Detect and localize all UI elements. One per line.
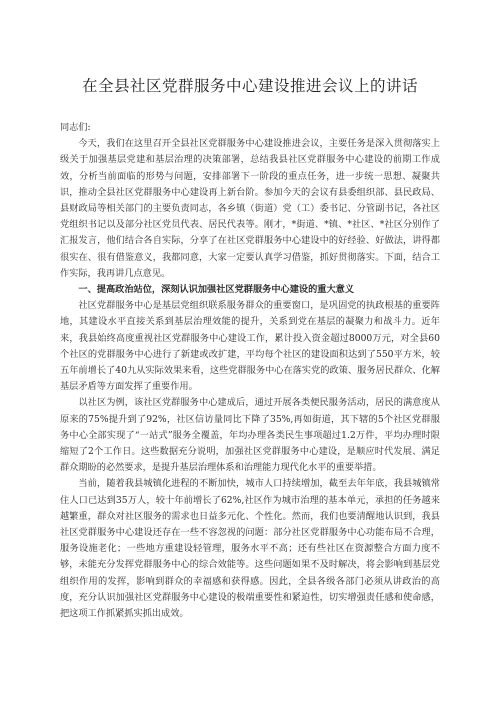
- paragraph-significance: 社区党群服务中心是基层党组织联系服务群众的重要窗口，是巩固党的执政根基的重要阵地，其建设水平直接关系到基层治理效能的提升，关系到党在基层的凝聚力和战斗力。近年来，我县始终高度重视社区党群服务中心建设工作，累计投入资金超过8000万元，对全县60个社区的党群服务中心进行了新建或改扩建，平均每个社区的建设面积达到了550平方米，较五年前增长了40九从实际效果来看，这些党群服务中心在落实党的政策、服务居民群众、化解基层矛盾等方面发挥了重要作用。: [60, 300, 440, 393]
- salutation: 同志们:: [60, 122, 91, 133]
- document-title: 在全县社区党群服务中心建设推进会议上的讲话: [81, 77, 418, 95]
- paragraph-current-situation: 当前，随着我县城镇化进程的不断加快，城市人口持续增加，截至去年年底，我县城镇常住人口已达到35万人，较十年前增长了62%,社区作为城市治理的基本单元，承担的任务越来越繁重，群众对社区服务的需求也日益多元化、个性化。然而，我们也要清醒地认识到，我县社区党群服务中心建设还存在一些不容忽视的问题：部分社区党群服务中心功能布局不合理，服务设施老化；一些地方重建设轻管理，服务水平不高；还有些社区在资源整合方面力度不够，未能充分发挥党群服务中心的综合效能等。这些问题如果不及时解决，将会影响到基层党组织作用的发挥，影响到群众的幸福感和获得感。因此，全县各级各部门必须从讲政治的高度，充分认识加强社区党群服务中心建设的极端重要性和紧迫性，切实增强责任感和使命感，把这项工作抓紧抓实抓出成效。: [60, 478, 440, 620]
- paragraph-intro: 今天，我们在这里召开全县社区党群服务中心建设推进会议，主要任务是深入贯彻落实上级关于加强基层党建和基层治理的决策部署，总结我县社区党群服务中心建设的前期工作成效，分析当前面临的形势与问题，安排部署下一阶段的重点任务，进一步统一思想、凝聚共识，推动全县社区党群服务中心建设再上新台阶。参加今天的会议有县委组织部、县民政局、县财政局等相关部门的主要负责同志，各乡镇（街道）党（工）委书记、分管副书记，各社区党组织书记以及部分社区党员代表、居民代表等。刚才，*街道、*镇、*社区、*社区分别作了汇报发言，他们结合各自实际，分享了在社区党群服务中心建设中的好经验、好做法，讲得都很实在、很有借鉴意义，我都同意，大家一定要认真学习借鉴，抓好贯彻落实。下面，结合工作实际，我再讲几点意见。: [60, 138, 440, 279]
- paragraph-example: 以社区为例，该社区党群服务中心建成后，通过开展各类便民服务活动，居民的满意度从原来的75%提升到了92%，社区信访量同比下降了35%,再如街道，其下辖的5个社区党群服务中心全部实现了“一站式”服务全覆盖，年均办理各类民生事项超过1.2万件，平均办理时限缩短了2个工作日。这些数据充分说明，加强社区党群服务中心建设，是顺应时代发展、满足群众期盼的必然要求，是提升基层治理体系和治理能力现代化水平的重要举措。: [60, 397, 440, 474]
- section-heading: 一、提高政治站位，深刻认识加强社区党群服务中心建设的重大意义: [78, 284, 355, 296]
